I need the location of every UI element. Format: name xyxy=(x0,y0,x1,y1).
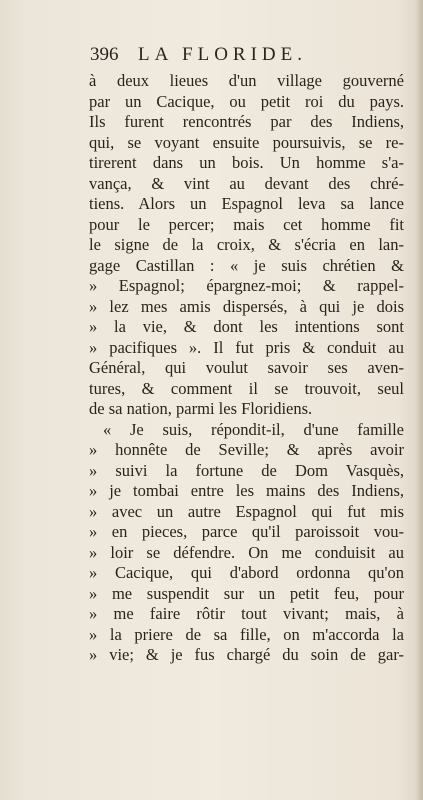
text-line: Général, qui voulut savoir ses aven- xyxy=(89,358,404,377)
text-line: tiens. Alors un Espagnol leva sa lance xyxy=(89,194,404,213)
body-text xyxy=(89,71,404,666)
text-line: » me suspendit sur un petit feu, pour xyxy=(89,583,404,603)
text-line: tirerent dans un bois. Un homme s'a- xyxy=(89,153,404,172)
text-line: » Cacique, qui d'abord ordonna qu'on xyxy=(89,563,404,582)
text-line: le signe de la croix, & s'écria en lan- xyxy=(89,235,404,254)
text-line: gage Castillan : « je suis chrétien & xyxy=(89,255,404,275)
text-line: tures, & comment il se trouvoit, seul xyxy=(89,378,404,398)
text-line: de sa nation, parmi les Floridiens. xyxy=(89,399,313,418)
page-number: 396 xyxy=(90,44,119,65)
text-line: pour le percer; mais cet homme fit xyxy=(89,214,404,234)
text-line: » avec un autre Espagnol qui fut mis xyxy=(89,501,404,521)
text-line: » vie; & je fus chargé du soin de gar- xyxy=(89,645,404,664)
text-line: » en pieces, parce qu'il paroissoit vou- xyxy=(89,522,404,541)
text-line: » Espagnol; épargnez-moi; & rappel- xyxy=(89,276,404,295)
text-line: Ils furent rencontrés par des Indiens, xyxy=(89,112,404,131)
text-line: « Je suis, répondit-il, d'une famille xyxy=(103,419,404,439)
text-line: » la priere de sa fille, on m'accorda la xyxy=(89,624,404,644)
running-title: LA FLORIDE. xyxy=(138,44,307,65)
text-line: qui, se voyant ensuite poursuivis, se re- xyxy=(89,132,404,152)
text-line: à deux lieues d'un village gouverné xyxy=(89,71,404,90)
text-line: vança, & vint au devant des chré- xyxy=(89,173,404,193)
text-line: » loir se défendre. On me conduisit au xyxy=(89,542,404,562)
text-line: » honnête de Seville; & après avoir xyxy=(89,440,404,459)
text-line: » pacifiques ». Il fut pris & conduit au xyxy=(89,337,404,357)
text-line: » suivi la fortune de Dom Vasquès, xyxy=(89,460,404,480)
running-head xyxy=(90,44,400,68)
text-line: » la vie, & dont les intentions sont xyxy=(89,317,404,336)
text-line: par un Cacique, ou petit roi du pays. xyxy=(89,91,404,111)
text-line: » me faire rôtir tout vivant; mais, à xyxy=(89,604,404,623)
text-line: » je tombai entre les mains des Indiens, xyxy=(89,481,404,500)
text-line: » lez mes amis dispersés, à qui je dois xyxy=(89,296,404,316)
